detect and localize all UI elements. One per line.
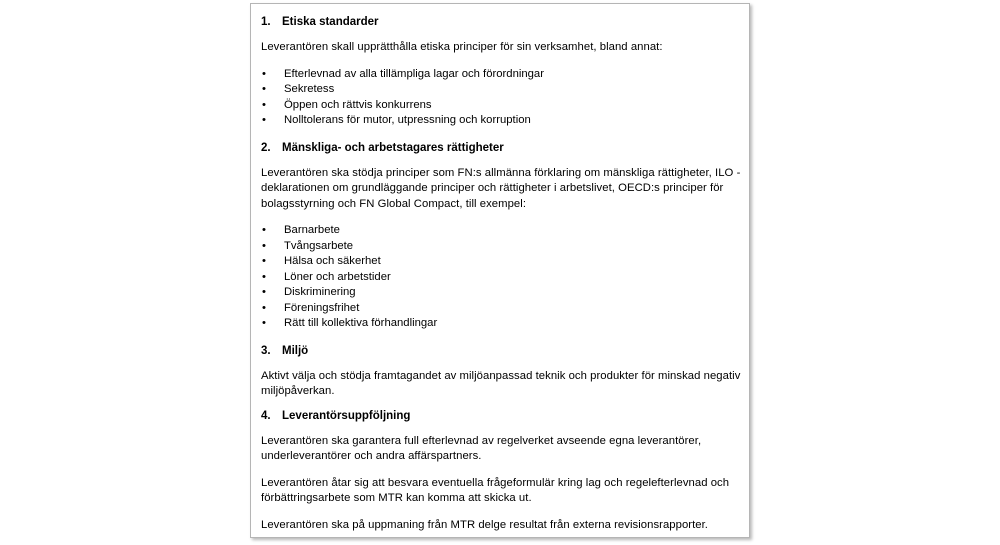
list-item-text: Föreningsfrihet <box>284 301 360 314</box>
list-item <box>261 67 741 83</box>
list-item-text: Barnarbete <box>284 224 340 236</box>
section-1-number: 1. <box>261 16 271 28</box>
section-4-line: Leverantören ska garantera full efterlevnad av regelverket avseende egna leverantörer, <box>261 434 702 447</box>
section-2-number: 2. <box>261 141 271 154</box>
bullet-icon: • <box>262 286 266 298</box>
list-item-text: Diskriminering <box>284 286 356 298</box>
list-item-text: Öppen och rättvis konkurrens <box>284 98 432 111</box>
section-4-number: 4. <box>261 409 271 422</box>
section-4-line: underleverantörer och andra affärspartners. <box>261 450 482 462</box>
list-item <box>261 270 741 286</box>
list-item <box>261 254 741 270</box>
section-1-heading <box>261 15 741 29</box>
list-item-text: Rätt till kollektiva förhandlingar <box>284 317 438 329</box>
section-3-heading <box>261 344 741 358</box>
list-item <box>261 113 741 129</box>
section-4-paragraph-2 <box>261 476 741 507</box>
bullet-icon: • <box>262 317 266 329</box>
section-2-heading <box>261 141 741 155</box>
section-2-intro-line: bolagsstyrning och FN Global Compact, till exempel: <box>261 197 527 210</box>
bullet-icon: • <box>262 239 266 252</box>
section-1-bullet-list <box>261 67 741 129</box>
section-3-line: Aktivt välja och stödja framtagandet av miljöanpassad teknik och produkter för minskad negativ <box>261 369 741 382</box>
section-4-paragraph-1 <box>261 434 741 465</box>
bullet-icon: • <box>262 255 266 267</box>
section-4-heading <box>261 409 741 423</box>
section-4-line: förbättringsarbete som MTR kan komma att skicka ut. <box>261 492 532 504</box>
bullet-icon: • <box>262 301 266 314</box>
section-4-line: Leverantören ska på uppmaning från MTR delge resultat från externa revisionsrapporter. <box>261 518 709 531</box>
section-2-intro-line: deklarationen om grundläggande principer och rättigheter i arbetslivet, OECD:s principer för <box>261 182 724 194</box>
section-2-intro-line: Leverantören ska stödja principer som FN:s allmänna förklaring om mänskliga rättigheter, ILO - <box>261 166 741 179</box>
list-item <box>261 82 741 98</box>
list-item <box>261 223 741 239</box>
section-4-title: Leverantörsuppföljning <box>282 409 411 422</box>
section-2-title: Mänskliga- och arbetstagares rättigheter <box>282 141 504 154</box>
list-item <box>261 239 741 255</box>
section-4-paragraph-3 <box>261 518 741 534</box>
list-item-text: Nolltolerans för mutor, utpressning och korruption <box>284 114 531 126</box>
section-1-intro: Leverantören skall upprätthålla etiska principer för sin verksamhet, bland annat: <box>261 41 663 53</box>
list-item-text: Löner och arbetstider <box>284 270 391 283</box>
section-2-intro <box>261 166 741 213</box>
list-item-text: Sekretess <box>284 83 335 95</box>
document-page <box>250 3 750 538</box>
list-item <box>261 285 741 301</box>
list-item <box>261 98 741 114</box>
section-3-paragraph <box>261 369 741 400</box>
bullet-icon: • <box>262 98 266 111</box>
list-item <box>261 316 741 332</box>
bullet-icon: • <box>262 67 266 80</box>
list-item-text: Efterlevnad av alla tillämpliga lagar och förordningar <box>284 67 544 80</box>
section-4-line: Leverantören åtar sig att besvara eventuella frågeformulär kring lag och regelefterlevnad och <box>261 476 730 489</box>
bullet-icon: • <box>262 224 266 236</box>
section-1-title: Etiska standarder <box>282 16 379 28</box>
list-item-text: Tvångsarbete <box>284 239 354 252</box>
section-3-number: 3. <box>261 344 271 357</box>
section-2-bullet-list <box>261 223 741 332</box>
bullet-icon: • <box>262 114 266 126</box>
section-3-line: miljöpåverkan. <box>261 385 335 397</box>
section-3-title: Miljö <box>282 344 309 357</box>
list-item <box>261 301 741 317</box>
bullet-icon: • <box>262 83 266 95</box>
list-item-text: Hälsa och säkerhet <box>284 255 381 267</box>
bullet-icon: • <box>262 270 266 283</box>
